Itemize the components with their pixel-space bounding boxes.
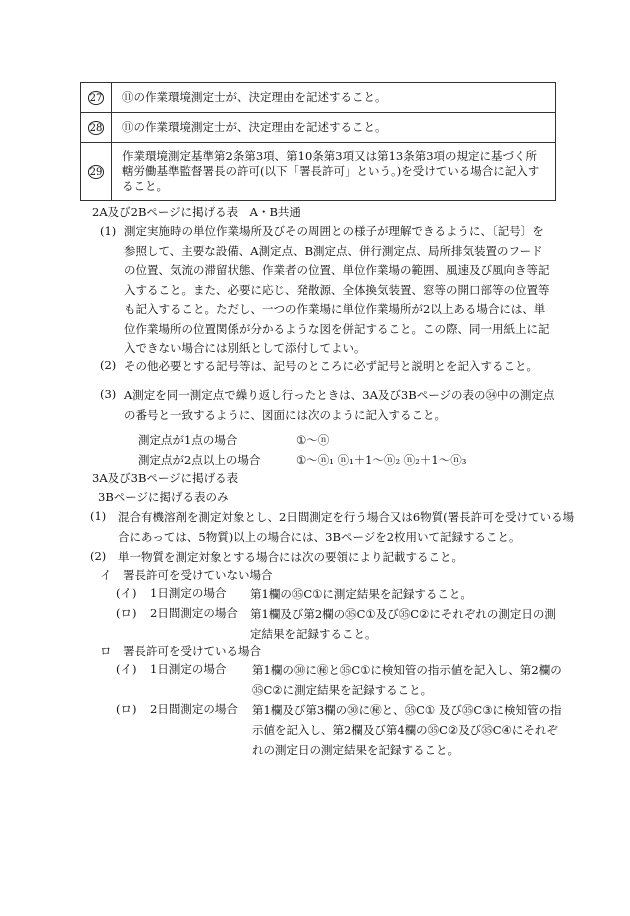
group-label: ロ 署長許可を受けている場合 <box>100 644 261 658</box>
table-row <box>81 113 556 143</box>
case-number: (ロ) <box>116 606 137 620</box>
item-number: (2) <box>100 358 117 372</box>
row-number: 29 <box>89 167 103 178</box>
notation-expr: ①～ⓝ <box>296 433 330 447</box>
table-row <box>81 143 556 201</box>
group-label: イ 署長許可を受けていない場合 <box>100 568 273 582</box>
row-text: ⑪の作業環境測定士が、決定理由を記述すること。 <box>112 83 556 113</box>
item-text: 混合有機溶剤を測定対象とし、2日間測定を行う場合又は6物質(署長許可を受けている場合にあっては、5物質)以上の場合には、3Bページを2枚用いて記録すること。 <box>118 510 575 544</box>
section-subtitle: 3Bページに掲げる表のみ <box>98 490 229 504</box>
row-text: ⑪の作業環境測定士が、決定理由を記述すること。 <box>112 113 556 143</box>
case-number: (イ) <box>116 662 137 676</box>
case-text: 第1欄及び第3欄の㉚に㊙と、㉟C① 及び㉟C③に検知管の指示値を記入し、第2欄及び第4欄の㉟C②及び㉟C④にそれぞれの測定日の測定結果を記録すること。 <box>252 703 562 757</box>
case-number: (イ) <box>116 586 137 600</box>
row-number: 28 <box>89 123 103 134</box>
case-text: 第1欄及び第2欄の㉟C①及び㉟C②にそれぞれの測定日の測定結果を記録すること。 <box>250 607 556 641</box>
notation-label: 測定点が2点以上の場合 <box>138 453 261 467</box>
table-row <box>81 83 556 113</box>
notation-label: 測定点が1点の場合 <box>138 433 238 447</box>
notes-table <box>80 82 556 201</box>
notation-expr: ①～ⓝ₁ ⓝ₁＋1～ⓝ₂ ⓝ₂＋1～ⓝ₃ <box>296 453 467 467</box>
case-label: 1日測定の場合 <box>150 586 227 600</box>
case-text: 第1欄の㉟C①に測定結果を記録すること。 <box>250 587 472 601</box>
item-number: (2) <box>90 549 107 563</box>
item-text: 単一物質を測定対象とする場合には次の要領により記載すること。 <box>118 550 463 564</box>
item-text: 測定実施時の単位作業場所及びその周囲との様子が理解できるように、〔記号〕を参照して、主要な設備、A測定点、B測定点、併行測定点、局所排気装置のフードの位置、気流の滞留状態、作業者の位置、単位作業場の範囲、風速及び風向き等記入すること。また、必要に応じ、発散源、全体換気装置、窓等の開口部等の位置等も記入すること。ただし、一つの作業場に単位作業場所が2以上ある場合には、単位作業場所の位置関係が分かるような図を併記すること。この際、同一用紙上に記入できない場合には別紙として添付してよい。 <box>124 224 550 355</box>
case-label: 2日間測定の場合 <box>150 606 238 620</box>
item-text: A測定を同一測定点で繰り返し行ったときは、3A及び3Bページの表の㉞中の測定点の番号と一致するように、図面には次のように記入すること。 <box>124 388 555 422</box>
row-number: 27 <box>89 93 103 104</box>
case-label: 1日測定の場合 <box>150 662 227 676</box>
item-number: (1) <box>90 509 107 523</box>
case-label: 2日間測定の場合 <box>150 702 238 716</box>
section-title-3: 3A及び3Bページに掲げる表 <box>92 471 239 485</box>
item-number: (3) <box>100 387 117 401</box>
item-text: その他必要とする記号等は、記号のところに必ず記号と説明とを記入すること。 <box>124 359 538 373</box>
section-title-ab: 2A及び2Bページに掲げる表 A・B共通 <box>92 205 301 219</box>
row-text: 作業環境測定基準第2条第3項、第10条第3項又は第13条第3項の規定に基づく所轄労働基準監督署長の許可(以下「署長許可」という。)を受けている場合に記入すること。 <box>112 143 556 201</box>
case-text: 第1欄の㉚に㊙と㉟C①に検知管の指示値を記入し、第2欄の㉟C②に測定結果を記録すること。 <box>252 663 562 697</box>
case-number: (ロ) <box>116 702 137 716</box>
item-number: (1) <box>100 224 117 238</box>
